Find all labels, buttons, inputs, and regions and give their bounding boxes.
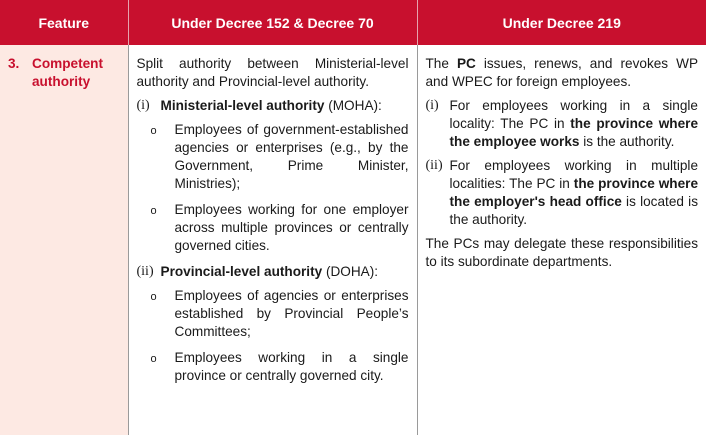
old-intro: Split authority between Ministerial-level authority and Provincial-level authority.	[136, 56, 409, 89]
item-bold: the province where the employer's head office	[449, 176, 698, 209]
item-text: For employees working in a single locality: The PC in	[449, 98, 698, 131]
list-item	[151, 349, 409, 385]
bullet-icon: o	[150, 205, 157, 217]
intro-text: issues, renews, and revokes WP and WPEC for foreign employees.	[425, 56, 699, 89]
section-suffix: (MOHA):	[324, 98, 382, 113]
feature-cell	[0, 45, 128, 435]
bullet-text: Employees of agencies or enterprises established by Provincial People’s Committees;	[174, 288, 409, 339]
intro-bold: PC	[456, 56, 476, 71]
bullet-text: Employees working in a single province or centrally governed city.	[174, 350, 409, 383]
feature-label: Competent authority	[32, 56, 103, 89]
list-item	[151, 287, 409, 341]
section-suffix: (DOHA):	[322, 264, 379, 279]
roman-marker: (i)	[425, 98, 439, 113]
intro-text: The	[425, 56, 457, 71]
header-row	[0, 0, 706, 45]
item-bold: the province where the employee works	[449, 116, 698, 149]
new-law-cell	[417, 45, 706, 435]
list-item	[151, 121, 409, 193]
item-text: is the authority.	[579, 134, 675, 149]
old-law-cell	[128, 45, 417, 435]
roman-marker: (ii)	[425, 158, 443, 173]
section-heading: Provincial-level authority	[160, 264, 323, 279]
list-item	[151, 201, 409, 255]
header-new-law: Under Decree 219	[417, 0, 706, 45]
roman-marker: (ii)	[136, 264, 154, 279]
old-section-ministerial	[137, 97, 409, 115]
header-old-law: Under Decree 152 & Decree 70	[128, 0, 417, 45]
new-outro: The PCs may delegate these responsibilities to its subordinate departments.	[425, 236, 698, 269]
new-item-multiple-localities	[426, 157, 699, 229]
bullet-text: Employees of government-established agencies or enterprises (e.g., by the Government, Prime Minister, Ministries);	[174, 122, 409, 191]
table-row	[0, 45, 706, 435]
section-heading: Ministerial-level authority	[160, 98, 325, 113]
header-feature: Feature	[0, 0, 128, 45]
bullet-text: Employees working for one employer across multiple provinces or centrally governed cities.	[174, 202, 409, 253]
bullet-icon: o	[150, 353, 157, 365]
bullet-icon: o	[150, 291, 157, 303]
roman-marker: (i)	[136, 98, 150, 113]
new-item-single-locality	[426, 97, 699, 151]
new-intro	[426, 55, 699, 91]
feature-number: 3.	[8, 56, 20, 71]
item-text: is located is the authority.	[449, 194, 698, 227]
old-section-provincial	[137, 263, 409, 281]
item-text: For employees working in multiple localities: The PC in	[449, 158, 698, 191]
bullet-icon: o	[150, 125, 157, 137]
